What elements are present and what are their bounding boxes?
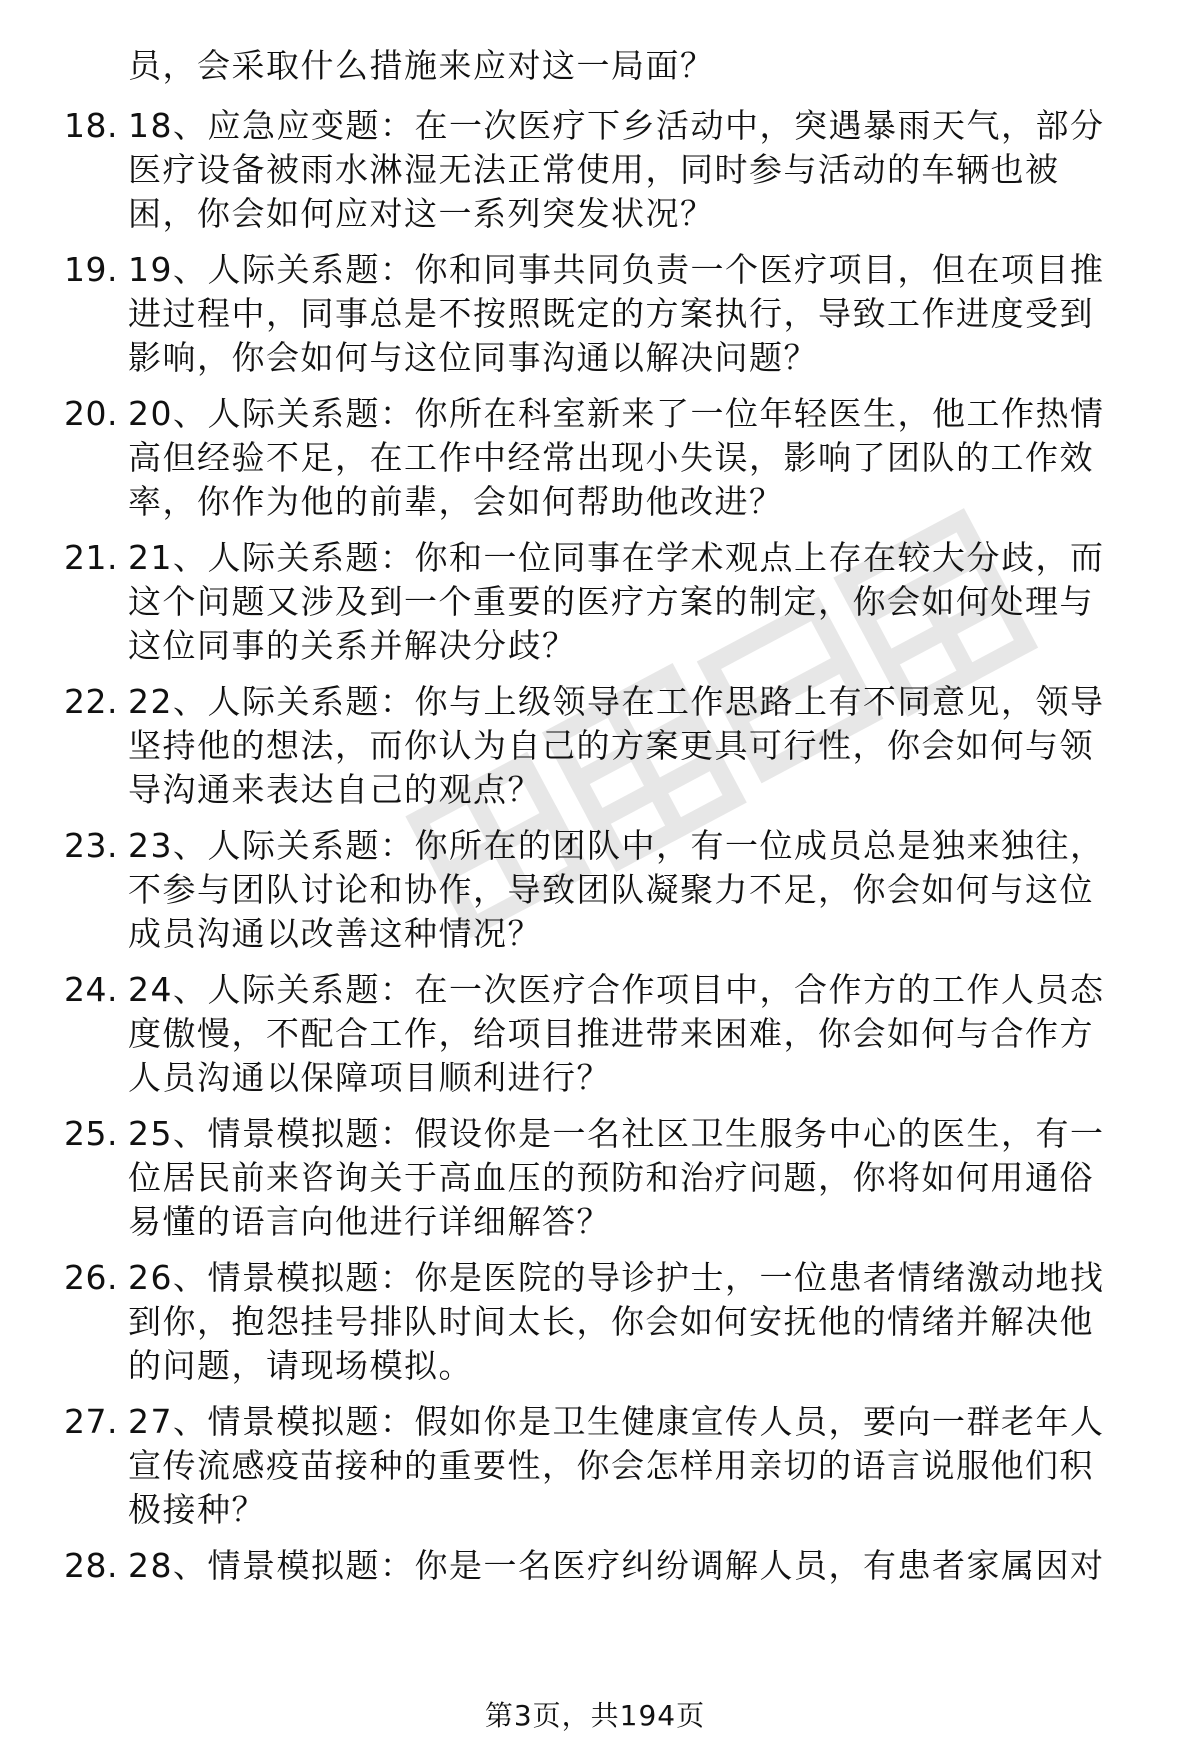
page-footer — [0, 1698, 1190, 1734]
text-line: 24、人际关系题：在一次医疗合作项目中，合作方的工作人员态 — [128, 970, 1105, 1009]
text-line: 员，会采取什么措施来应对这一局面？ — [128, 46, 715, 85]
text-line: 21、人际关系题：你和一位同事在学术观点上存在较大分歧，而 — [128, 538, 1105, 577]
text-line: 这位同事的关系并解决分歧？ — [128, 626, 577, 665]
text-line: 医疗设备被雨水淋湿无法正常使用，同时参与活动的车辆也被 — [128, 150, 1060, 189]
text-line: 这个问题又涉及到一个重要的医疗方案的制定，你会如何处理与 — [128, 582, 1094, 621]
continuation-lines — [128, 44, 1148, 88]
text-line: 度傲慢，不配合工作，给项目推进带来困难，你会如何与合作方 — [128, 1014, 1094, 1053]
text-line: 导沟通来表达自己的观点？ — [128, 770, 542, 809]
text-line: 22、人际关系题：你与上级领导在工作思路上有不同意见，领导 — [128, 682, 1105, 721]
text-line: 26、情景模拟题：你是医院的导诊护士，一位患者情绪激动地找 — [128, 1258, 1105, 1297]
item-number: 28. — [64, 1546, 118, 1585]
item-text — [128, 1256, 1148, 1388]
text-line: 率，你作为他的前辈，会如何帮助他改进？ — [128, 482, 784, 521]
text-line: 28、情景模拟题：你是一名医疗纠纷调解人员，有患者家属因对 — [128, 1546, 1105, 1585]
item-number: 26. — [64, 1258, 118, 1297]
text-line: 进过程中，同事总是不按照既定的方案执行，导致工作进度受到 — [128, 294, 1094, 333]
text-line: 27、情景模拟题：假如你是卫生健康宣传人员，要向一群老年人 — [128, 1402, 1105, 1441]
page-number-label: 第3页，共194页 — [484, 1699, 706, 1732]
item-text — [128, 536, 1148, 668]
item-text — [128, 824, 1148, 956]
text-line: 18、应急应变题：在一次医疗下乡活动中，突遇暴雨天气，部分 — [128, 106, 1105, 145]
item-text — [128, 1112, 1148, 1244]
item-number: 19. — [64, 250, 118, 289]
text-line: 不参与团队讨论和协作，导致团队凝聚力不足，你会如何与这位 — [128, 870, 1094, 909]
text-line: 25、情景模拟题：假设你是一名社区卫生服务中心的医生，有一 — [128, 1114, 1105, 1153]
text-line: 23、人际关系题：你所在的团队中，有一位成员总是独来独往， — [128, 826, 1105, 865]
item-number: 24. — [64, 970, 118, 1009]
item-number: 20. — [64, 394, 118, 433]
text-line: 人员沟通以保障项目顺利进行？ — [128, 1058, 611, 1097]
item-text — [128, 392, 1148, 524]
text-line: 影响，你会如何与这位同事沟通以解决问题？ — [128, 338, 818, 377]
text-line: 位居民前来咨询关于高血压的预防和治疗问题，你将如何用通俗 — [128, 1158, 1094, 1197]
item-text — [128, 1400, 1148, 1532]
text-line: 成员沟通以改善这种情况？ — [128, 914, 542, 953]
text-line: 到你，抱怨挂号排队时间太长，你会如何安抚他的情绪并解决他 — [128, 1302, 1094, 1341]
text-line: 高但经验不足，在工作中经常出现小失误，影响了团队的工作效 — [128, 438, 1094, 477]
item-text — [128, 968, 1148, 1100]
text-line: 易懂的语言向他进行详细解答？ — [128, 1202, 611, 1241]
item-number: 25. — [64, 1114, 118, 1153]
text-line: 坚持他的想法，而你认为自己的方案更具可行性，你会如何与领 — [128, 726, 1094, 765]
item-text — [128, 1544, 1148, 1588]
item-number: 27. — [64, 1402, 118, 1441]
item-number: 18. — [64, 106, 118, 145]
text-line: 宣传流感疫苗接种的重要性，你会怎样用亲切的语言说服他们积 — [128, 1446, 1094, 1485]
text-line: 困，你会如何应对这一系列突发状况？ — [128, 194, 715, 233]
text-line: 19、人际关系题：你和同事共同负责一个医疗项目，但在项目推 — [128, 250, 1105, 289]
item-text — [128, 104, 1148, 236]
item-number: 21. — [64, 538, 118, 577]
text-line: 极接种？ — [128, 1490, 266, 1529]
item-text — [128, 248, 1148, 380]
item-number: 23. — [64, 826, 118, 865]
text-line: 20、人际关系题：你所在科室新来了一位年轻医生，他工作热情 — [128, 394, 1105, 433]
text-line: 的问题，请现场模拟。 — [128, 1346, 473, 1385]
item-text — [128, 680, 1148, 812]
item-number: 22. — [64, 682, 118, 721]
